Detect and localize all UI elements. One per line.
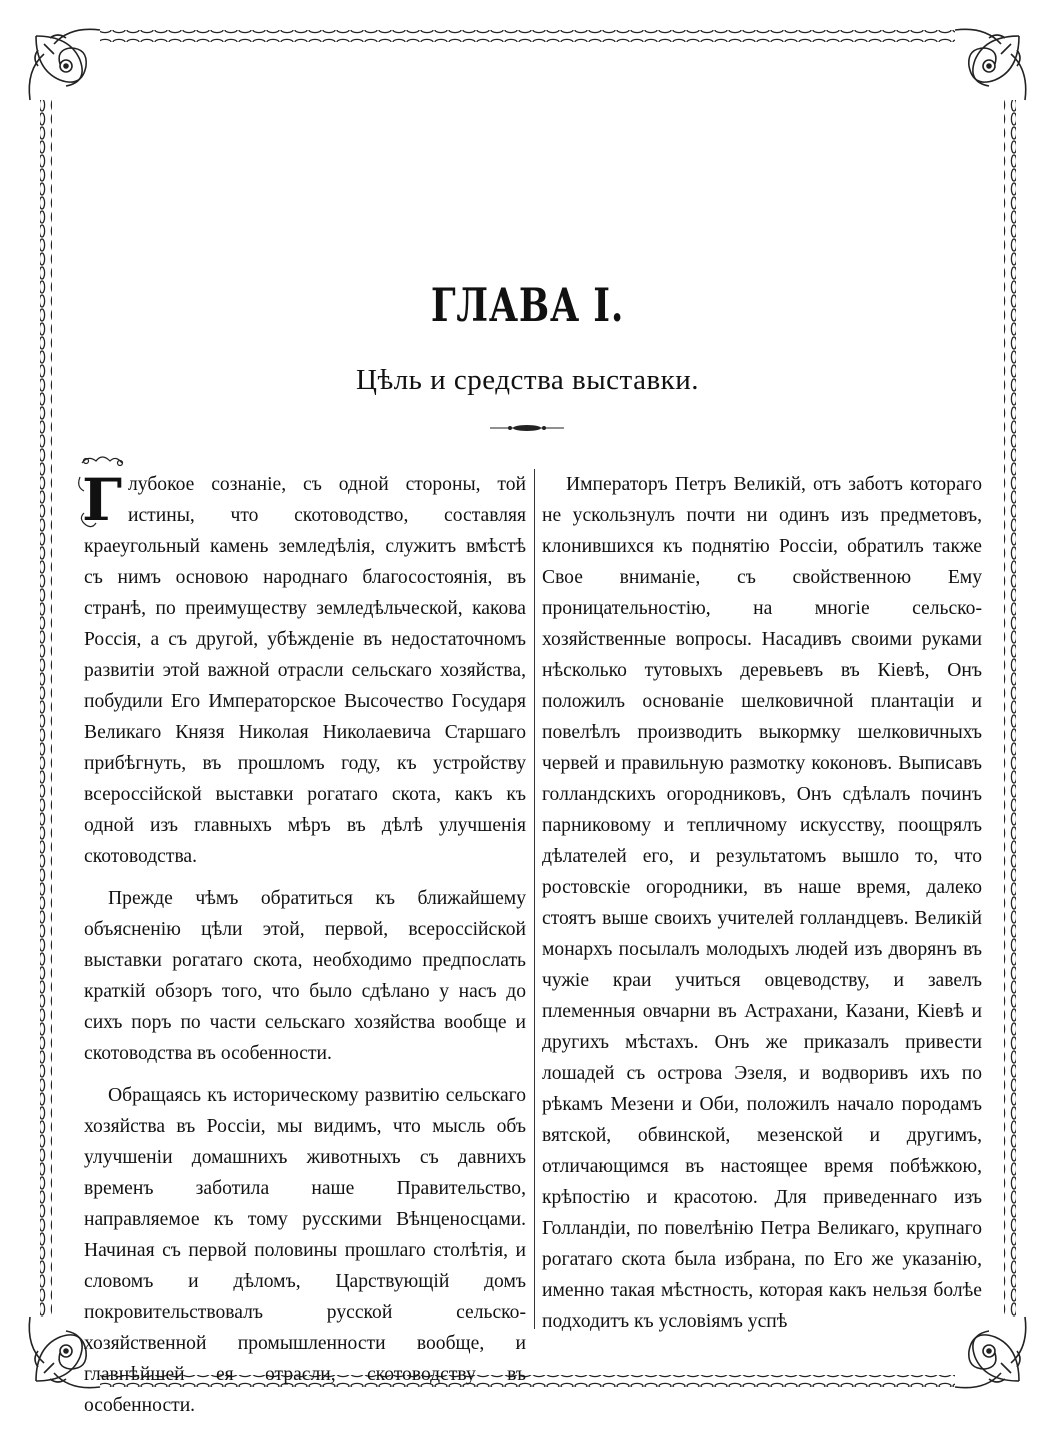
paragraph: [82, 466, 526, 872]
paragraph: Обращаясь къ историческому развитію сельскаго хозяйства въ Россіи, мы видимъ, что мысль объ улучшеніи домашнихъ животныхъ съ давнихъ временъ заботила наше Правительство, направляемое къ тому русскими Вѣнценосцами. Начиная съ первой половины прошлаго столѣтія, и словомъ и дѣломъ, Царствующій домъ покровительствовалъ русской сельско-хозяйственной промышленности вообще, и главнѣйшей ея отрасли, скотоводству въ особенности.: [84, 1085, 526, 1416]
section-divider-ornament: [490, 422, 564, 434]
chapter-subtitle: Цѣль и средства выставки.: [356, 364, 699, 396]
left-column: [82, 466, 526, 1432]
drop-cap: [82, 466, 123, 534]
chapter-heading: ГЛАВА I.: [430, 278, 625, 332]
right-column: [542, 469, 982, 1348]
paragraph: Прежде чѣмъ обратиться къ ближайшему объясненію цѣли этой, первой, всероссійской выставки рогатаго скота, необходимо предпослать краткій обзоръ того, что было сдѣлано у насъ до сихъ поръ по части сельскаго хозяйства вообще и скотоводства въ особенности.: [84, 888, 526, 1064]
column-divider: [534, 469, 535, 1329]
paragraph-text: лубокое сознаніе, съ одной стороны, той истины, что скотоводство, составляя краеугольный камень земледѣлія, служитъ вмѣстѣ съ нимъ основою народнаго благосостоянія, въ странѣ, по преимуществу земледѣльческой, какова Россія, а съ другой, убѣжденіе въ недостаточномъ развитіи этой важной отрасли сельскаго хозяйства, побудили Его Императорское Высочество Государя Великаго Князя Николая Николаевича Старшаго прибѣгнуть, въ прошломъ году, къ устройству всероссійской выставки рогатаго скота, какъ къ одной изъ главныхъ мѣръ въ дѣлѣ улучшенія скотоводства.: [84, 474, 526, 867]
paragraph: Императоръ Петръ Великій, отъ заботъ котораго не ускользнулъ почти ни одинъ изъ предметовъ, клонившихся къ поднятію Россіи, обратилъ также Свое вниманіе, съ свойственною Ему проницательностію, на многіе сельско-хозяйственные вопросы. Насадивъ своими руками нѣсколько тутовыхъ деревьевъ въ Кіевѣ, Онъ положилъ основаніе шелковичной плантаціи и повелѣлъ производить выкормку шелковичныхъ червей и правильную размотку коконовъ. Выписавъ голландскихъ огородниковъ, Онъ сдѣлалъ починъ парниковому и тепличному искусству, поощрялъ дѣлателей его, и результатомъ вышло то, что ростовскіе огородники, въ наше время, далеко стоятъ выше своихъ учителей голландцевъ. Великій монархъ посылалъ молодыхъ людей изъ дворянъ въ чужіе краи учиться овцеводству, и завелъ племенныя овчарни въ Астрахани, Казани, Кіевѣ и другихъ мѣстахъ. Онъ же приказалъ привести лошадей съ острова Эзеля, и водворивъ ихъ по рѣкамъ Мезени и Оби, положилъ начало породамъ вятской, обвинской, мезенской и другимъ, отличающимся въ настоящее время побѣжкою, крѣпостію и красотою. Для приведеннаго изъ Голландіи, по повелѣнію Петра Великаго, крупнаго рогатаго скота была избрана, по Его же указанію, именно такая мѣстность, которая какъ нельзя болѣе подходитъ къ условіямъ успѣ: [542, 474, 982, 1332]
drop-cap-letter: Г: [82, 466, 123, 534]
